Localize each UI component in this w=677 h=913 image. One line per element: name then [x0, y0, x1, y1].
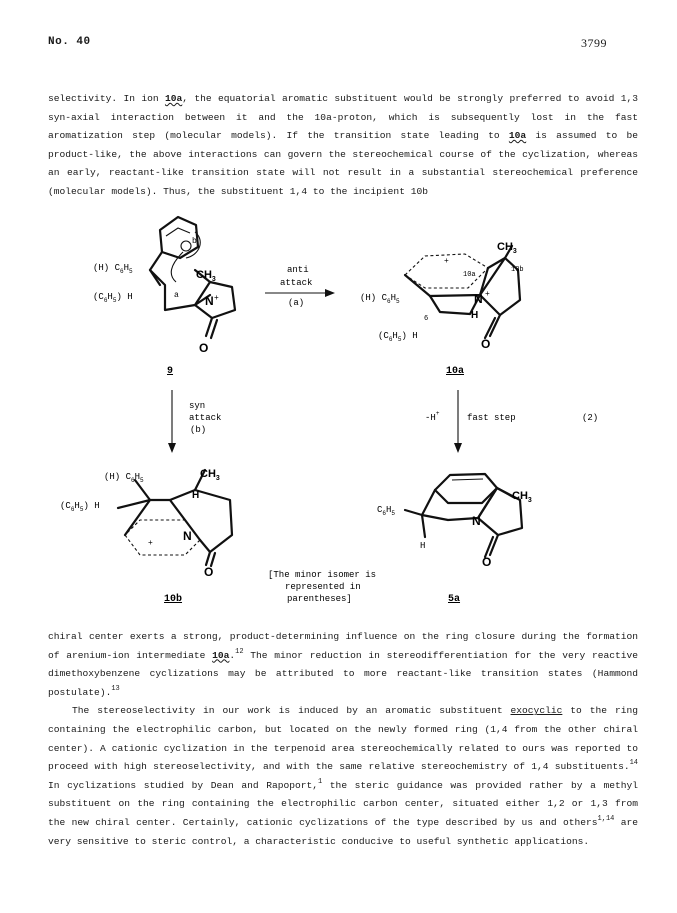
term-exocyclic: exocyclic [510, 705, 563, 717]
sub-6: 6 [70, 506, 75, 513]
sub-text: (H) C [360, 293, 388, 303]
sub-text: (H) C [93, 263, 121, 273]
sub-5: 5 [112, 297, 117, 304]
substituent-top [93, 263, 133, 275]
substituent-top [104, 472, 144, 484]
charge-plus: + [444, 257, 449, 266]
label-6: 6 [424, 315, 429, 323]
equation-number: (2) [582, 413, 599, 423]
compound-ref-10a: 10a [508, 130, 527, 142]
structure-9 [93, 217, 235, 355]
methyl-ch3-text: CH [200, 468, 216, 480]
sub-h: H [123, 263, 130, 273]
arrow-label: (a) [288, 298, 305, 308]
sub-5: 5 [391, 510, 396, 517]
arrow-syn-attack [168, 390, 221, 453]
para1-text-3: is assumed to be product-like, the above interactions can govern the stereochemical course of the cyclization, whereas an early, reactant-like transition state will not result in a substantial stereochemical preference (molecular models). Thus, the substituent 1,4 to the incipient 10b [48, 130, 638, 197]
paragraph-2 [48, 628, 638, 851]
sub-6: 6 [387, 298, 391, 305]
para3-text-3: In cyclizations studied by Dean and Rapoport, [48, 779, 319, 791]
para3-text-5: are very sensitive to steric control, a characteristic conducive to useful synthetic applications. [48, 816, 638, 847]
charge-plus: + [148, 539, 153, 548]
arrow-anti-attack [265, 265, 335, 308]
arrow-label [425, 410, 440, 423]
arrow-label: anti [287, 265, 309, 275]
sub-6: 6 [388, 336, 393, 343]
atom-o: O [199, 341, 209, 355]
atom-o: O [482, 555, 492, 569]
ref-1-14: 1,14 [597, 814, 615, 823]
atom-h: H [192, 490, 200, 501]
substituent-bottom [60, 501, 100, 513]
compound-label-10b: 10b [164, 594, 183, 605]
label-10a: 10a [463, 271, 476, 279]
structure-10a [360, 241, 524, 351]
ref-1: 1 [318, 777, 323, 786]
arrow-label: syn [189, 401, 206, 411]
methyl-ch3 [512, 490, 532, 504]
charge-plus: + [214, 294, 219, 303]
structure-10b [60, 468, 232, 579]
sub-end: ) H [401, 331, 418, 341]
sub-h: H [392, 331, 398, 341]
para3-text-4: the steric guidance was provided rather by a methyl substituent on the ring containing the electrophilic carbon center, situated either 1,2 or 1,3 from the new chiral center. Certainly, cationic cyclizations of the type described by us and others [48, 779, 638, 828]
compound-label-5a: 5a [448, 594, 461, 605]
label-10b: 10b [511, 266, 524, 274]
methyl-ch3-sub: 3 [512, 248, 517, 255]
structure-5a [377, 474, 532, 569]
methyl-ch3-sub: 3 [215, 475, 220, 482]
compound-label-9: 9 [167, 366, 174, 377]
arrow-label: attack [280, 278, 313, 288]
sub-5: 5 [129, 268, 133, 275]
para3-text-1: The stereoselectivity in our work is induced by an aromatic substituent [72, 705, 511, 717]
para2-text-2: . [229, 649, 236, 661]
label-a: a [174, 291, 179, 300]
arrow-label: fast step [467, 413, 516, 423]
atom-n: N [474, 292, 483, 306]
para1-text-2: , the equatorial aromatic substituent would be strongly preferred to avoid 1,3 syn-axial interaction between it and the 10a-proton, which is subsequently lost in the fast aromatization step (molecular models). If the transition state leading to [48, 93, 638, 142]
ref-12: 12 [235, 647, 244, 656]
methyl-ch3 [200, 468, 220, 482]
atom-n: N [205, 294, 214, 308]
compound-ref-10a: 10a [212, 649, 230, 661]
sub-6: 6 [382, 510, 387, 517]
methyl-ch3-sub: 3 [211, 276, 216, 283]
minus-h-sup: + [435, 410, 440, 417]
scheme-note: represented in [285, 582, 361, 592]
atom-o: O [204, 565, 214, 579]
sub-h: H [134, 472, 141, 482]
phenyl-substituent [377, 505, 395, 517]
arrow-fast-step [425, 390, 516, 453]
scheme-note: [The minor isomer is [268, 570, 377, 580]
atom-h: H [471, 310, 479, 321]
label-b: b [192, 237, 197, 246]
minus-h-text: -H [425, 413, 436, 423]
ref-13: 13 [111, 684, 120, 693]
sub-5: 5 [140, 477, 144, 484]
para2-text-3: The minor reduction in stereodifferentiation for the very reactive dimethoxybenzene cyclizations may be attributed to more reactant-like transition states (Hammond postulate). [48, 649, 639, 698]
scheme-note: parentheses] [287, 594, 352, 604]
methyl-ch3-text: CH [512, 490, 528, 502]
arrow-label: (b) [190, 425, 207, 435]
sub-text: (C [60, 501, 71, 511]
ref-14: 14 [629, 759, 638, 768]
sub-5: 5 [79, 506, 84, 513]
sub-6: 6 [120, 268, 124, 275]
methyl-ch3-text: CH [497, 241, 513, 253]
journal-issue: No. 40 [48, 36, 91, 48]
para2-text-1: chiral center exerts a strong, product-determining influence on the ring closure during the formation of arenium-ion intermediate [48, 631, 638, 661]
sub-h: H [74, 501, 80, 511]
sub-5: 5 [397, 336, 402, 343]
methyl-ch3 [497, 241, 517, 255]
sub-text: (C [93, 292, 104, 302]
sub-h: H [107, 292, 113, 302]
sub-6: 6 [103, 297, 108, 304]
methyl-ch3-sub: 3 [527, 497, 532, 504]
page-number: 3799 [581, 36, 607, 50]
arrow-label: attack [189, 413, 222, 423]
sub-text: (C [378, 331, 389, 341]
compound-ref-10a: 10a [164, 93, 183, 104]
sub-text: C [377, 505, 383, 515]
atom-n: N [183, 529, 192, 543]
charge-plus: + [485, 290, 490, 299]
sub-end: ) H [83, 501, 100, 511]
sub-6: 6 [131, 477, 135, 484]
sub-5: 5 [396, 298, 400, 305]
compound-label-10a: 10a [446, 366, 465, 377]
para3-text-2: to the ring containing the electrophilic carbon, but located on the newly formed ring (1,4 from the other chiral center). A cationic cyclization in the terpenoid area stereochemically related to ours was reported to proceed with high stereoselectivity, and with the same relative stereochemistry of 1,4 substituents. [48, 705, 638, 773]
methyl-ch3 [196, 269, 216, 283]
para1-text-1: selectivity. In ion [48, 93, 165, 104]
substituent-bottom [378, 331, 418, 343]
atom-h: H [420, 541, 426, 551]
atom-n: N [472, 514, 481, 528]
sub-h: H [390, 293, 397, 303]
sub-end: ) H [116, 292, 133, 302]
substituent-bottom [93, 292, 133, 304]
atom-o: O [481, 337, 491, 351]
sub-text: (H) C [104, 472, 132, 482]
methyl-ch3-text: CH [196, 269, 212, 281]
substituent-top [360, 293, 400, 305]
sub-h: H [386, 505, 392, 515]
